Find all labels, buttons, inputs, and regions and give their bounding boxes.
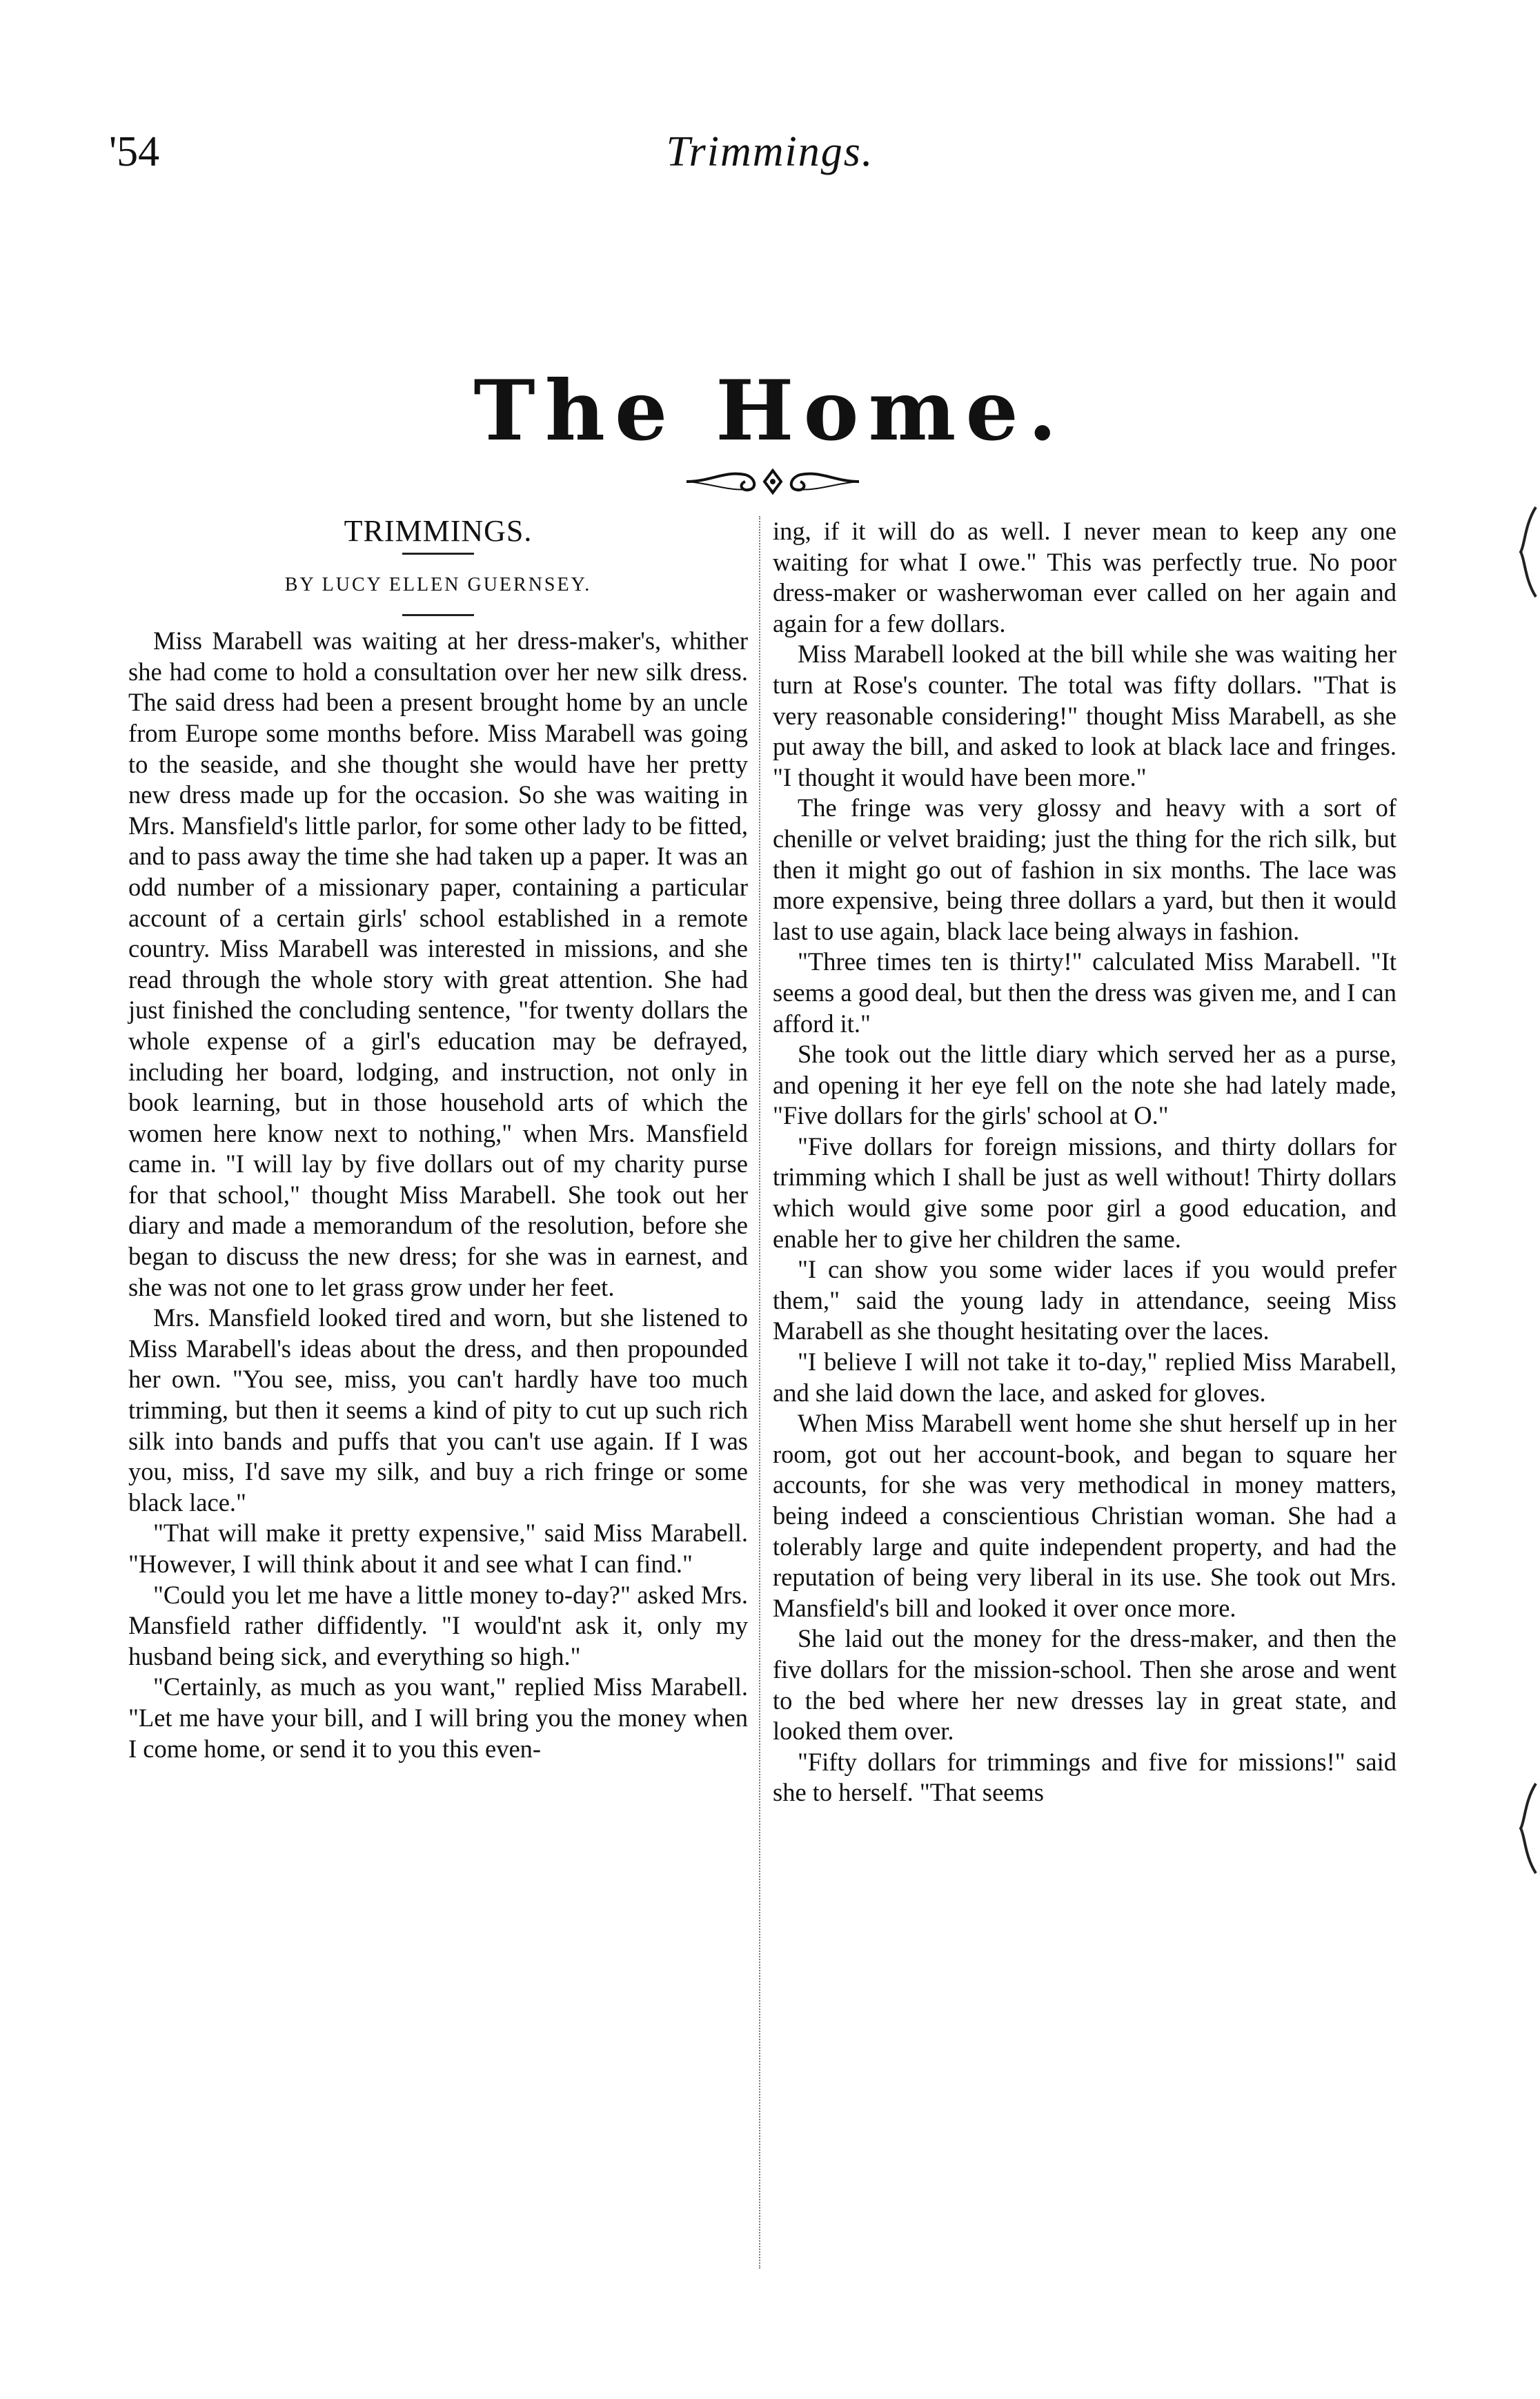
paragraph: "Certainly, as much as you want," replied Miss Marabell. "Let me have your bill, and I will bring you the money when I come home, or send it to you this even- bbox=[128, 1672, 748, 1763]
paragraph-continuation: ing, if it will do as well. I never mean to keep any one waiting for what I owe." This was perfectly true. No poor dress-maker or washerwoman ever called on her again and again for a few dollars. bbox=[773, 517, 1396, 638]
paragraph: "Three times ten is thirty!" calculated Miss Marabell. "It seems a good deal, but then the dress was given me, and I can afford it." bbox=[773, 947, 1396, 1038]
paragraph: "That will make it pretty expensive," said Miss Marabell. "However, I will think about it and see what I can find." bbox=[128, 1519, 748, 1578]
paragraph: Mrs. Mansfield looked tired and worn, but she listened to Miss Marabell's ideas about the dress, and then propounded her own. "You see, miss, you can't hardly have too much trimming, but then it seems a kind of pity to cut up such rich silk into bands and puffs that you can't use again. If I was you, miss, I'd save my silk, and buy a rich fringe or some black lace." bbox=[128, 1303, 748, 1517]
paragraph: Miss Marabell was waiting at her dress-maker's, whither she had come to hold a consultation over her new silk dress. The said dress had been a present brought home by an uncle from Europe some months before. Miss Marabell was going to the seaside, and she thought she would have her pretty new dress made up for the occasion. So she was waiting in Mrs. Mansfield's little parlor, for some other lady to be fitted, and to pass away the time she had taken up a paper. It was an odd number of a missionary paper, containing a particular account of a certain girls' school established in a remote country. Miss Marabell was interested in missions, and she read through the whole story with great attention. She had just finished the concluding sentence, "for twenty dollars the whole expense of a girl's education may be defrayed, including her board, lodging, and instruction, not only in book learning, but in those household arts of which the women here know next to nothing," when Mrs. Mansfield came in. "I will lay by five dollars out of my charity purse for that school," thought Miss Marabell. She took out her diary and made a memorandum of the resolution, before she began to discuss the new dress; for she was in earnest, and she was not one to let grass grow under her feet. bbox=[128, 626, 748, 1301]
article-title: TRIMMINGS. bbox=[344, 514, 533, 548]
paragraph: The fringe was very glossy and heavy with a sort of chenille or velvet braiding; just the thing for the rich silk, but then it might go out of fashion in six months. The lace was more expensive, being three dollars a yard, but then it would last to use again, black lace being always in fashion. bbox=[773, 793, 1396, 945]
paragraph: "Fifty dollars for trimmings and five for missions!" said she to herself. "That seems bbox=[773, 1747, 1396, 1807]
binding-mark-icon bbox=[1518, 1780, 1539, 1877]
page-number: '54 bbox=[109, 128, 160, 175]
flourish-ornament-icon bbox=[683, 461, 862, 502]
paragraph: "I can show you some wider laces if you would prefer them," said the young lady in attendance, seeing Miss Marabell as she thought hesitating over the laces. bbox=[773, 1255, 1396, 1345]
paragraph: "Could you let me have a little money to-day?" asked Mrs. Mansfield rather diffidently. "I would'nt ask it, only my husband being sick, and everything so high." bbox=[128, 1580, 748, 1670]
paragraph: She took out the little diary which served her as a purse, and opening it her eye fell on the note she had lately made, "Five dollars for the girls' school at O." bbox=[773, 1040, 1396, 1130]
byline: BY LUCY ELLEN GUERNSEY. bbox=[284, 573, 592, 595]
running-head: Trimmings. bbox=[666, 128, 874, 175]
paragraph: "Five dollars for foreign missions, and thirty dollars for trimming which I shall be just as well without! Thirty dollars which would give some poor girl a good education, and enable her to give her children the same. bbox=[773, 1132, 1396, 1253]
binding-mark-icon bbox=[1518, 504, 1539, 600]
paragraph: Miss Marabell looked at the bill while she was waiting her turn at Rose's counter. The total was fifty dollars. "That is very reasonable considering!" thought Miss Marabell, as she put away the bill, and asked to look at black lace and fringes. "I thought it would have been more." bbox=[773, 640, 1396, 791]
left-column bbox=[128, 516, 748, 1764]
title-rule bbox=[402, 553, 474, 555]
paragraph: She laid out the money for the dress-maker, and then the five dollars for the mission-school. Then she arose and went to the bed where her new dresses lay in great state, and looked them over. bbox=[773, 1624, 1396, 1746]
paragraph: When Miss Marabell went home she shut herself up in her room, got out her account-book, and began to square her accounts, for she was very methodical in money matters, being indeed a conscientious Christian woman. She had a tolerably large and quite independent property, and had the reputation of being very liberal in its use. She took out Mrs. Mansfield's bill and looked it over once more. bbox=[773, 1409, 1396, 1622]
byline-rule bbox=[402, 614, 474, 616]
column-divider bbox=[759, 516, 760, 2269]
section-title: The Home. bbox=[473, 362, 1067, 460]
paragraph: "I believe I will not take it to-day," replied Miss Marabell, and she laid down the lace, and asked for gloves. bbox=[773, 1347, 1396, 1407]
right-column bbox=[773, 516, 1396, 1808]
